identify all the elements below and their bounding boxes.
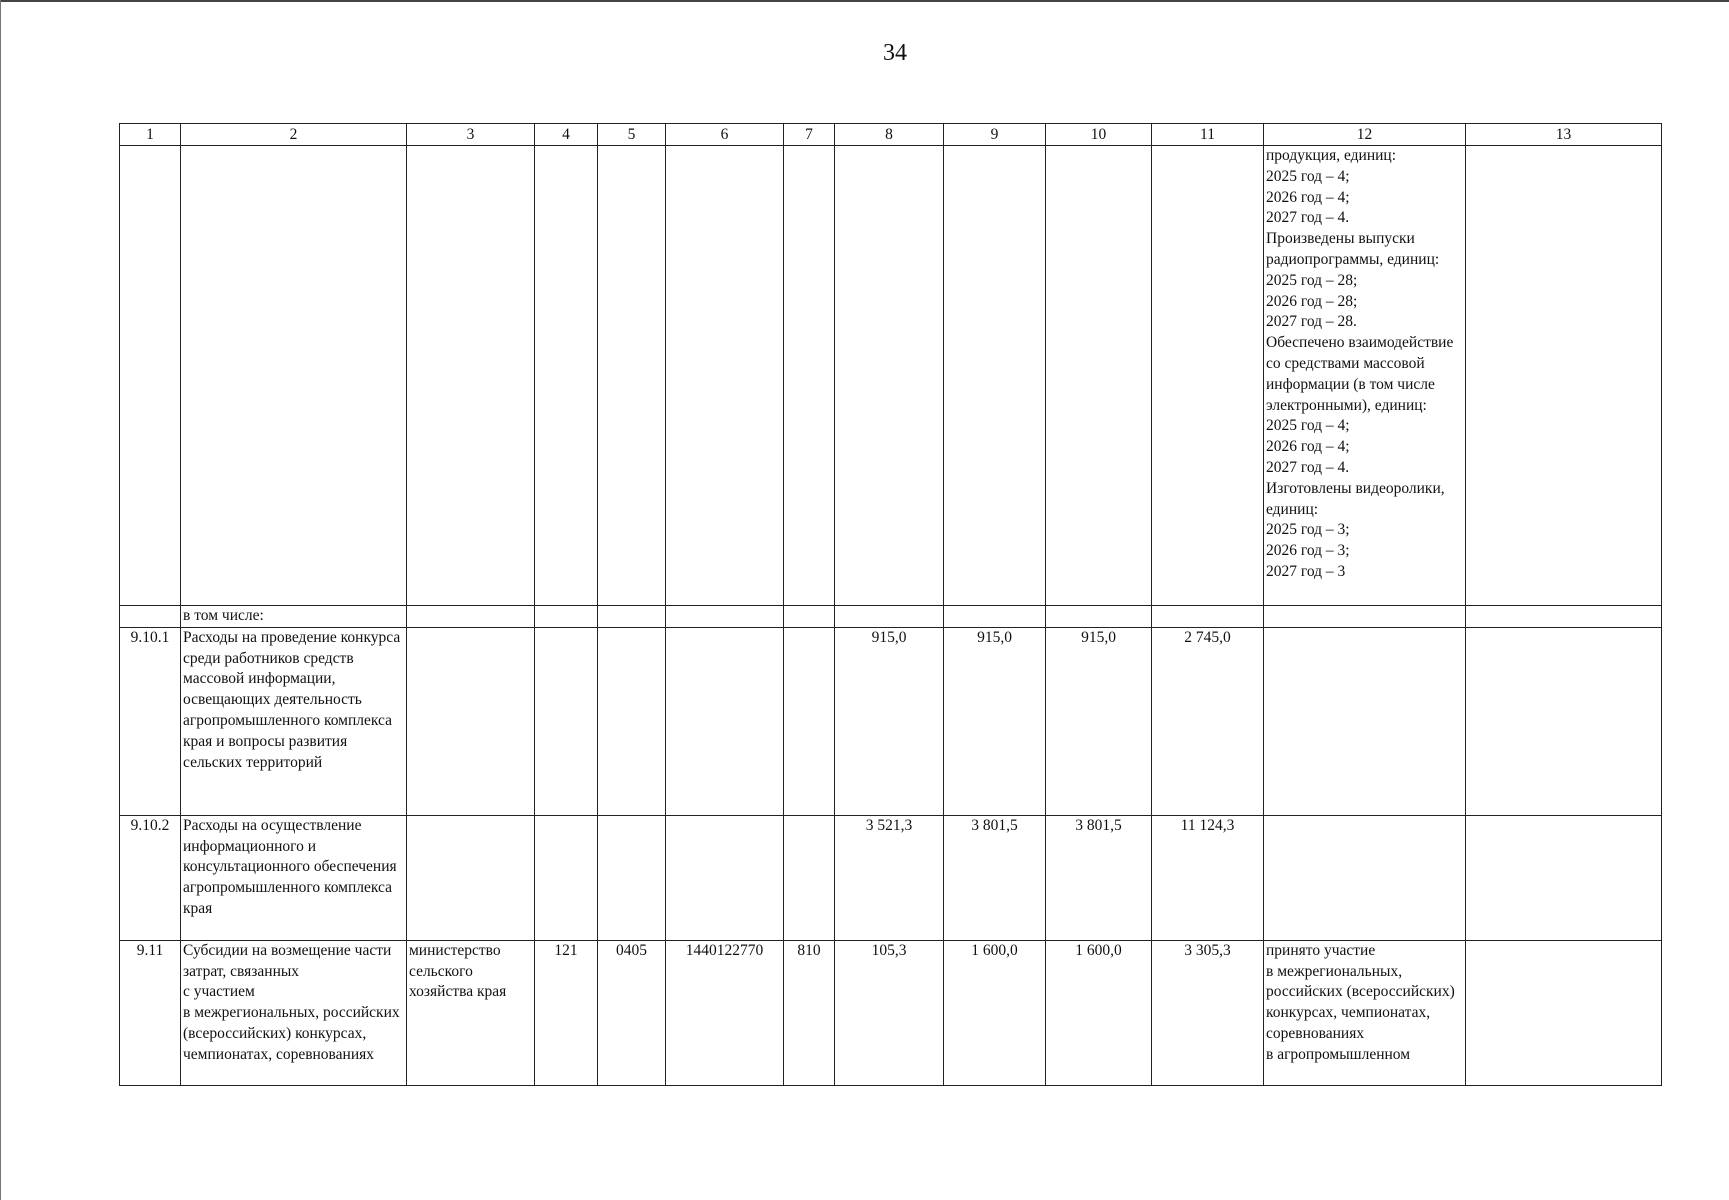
executor-cell: министерство сельского хозяйства края bbox=[407, 940, 535, 1085]
name-cell bbox=[181, 146, 407, 606]
code-cell bbox=[535, 146, 598, 606]
executor-cell bbox=[407, 146, 535, 606]
note-cell bbox=[1466, 940, 1662, 1085]
amount-cell: 915,0 bbox=[1046, 627, 1152, 815]
column-header: 10 bbox=[1046, 124, 1152, 146]
code-cell bbox=[598, 606, 666, 628]
table-row bbox=[120, 815, 1662, 940]
page-left-edge bbox=[0, 0, 1, 1200]
column-header: 5 bbox=[598, 124, 666, 146]
column-header: 9 bbox=[944, 124, 1046, 146]
result-cell: принято участие в межрегиональных, российских (всероссийских) конкурсах, чемпионатах, соревнованиях в агропромышленном bbox=[1264, 940, 1466, 1085]
result-cell bbox=[1264, 606, 1466, 628]
column-header: 1 bbox=[120, 124, 181, 146]
row-number-cell: 9.10.2 bbox=[120, 815, 181, 940]
executor-cell bbox=[407, 606, 535, 628]
amount-cell bbox=[1046, 146, 1152, 606]
table-row bbox=[120, 627, 1662, 815]
row-number-cell bbox=[120, 146, 181, 606]
amount-cell: 1 600,0 bbox=[944, 940, 1046, 1085]
amount-cell bbox=[944, 146, 1046, 606]
code-cell bbox=[535, 606, 598, 628]
column-header: 8 bbox=[835, 124, 944, 146]
code-cell bbox=[535, 627, 598, 815]
column-header: 11 bbox=[1152, 124, 1264, 146]
amount-cell: 1 600,0 bbox=[1046, 940, 1152, 1085]
budget-table bbox=[119, 123, 1662, 1086]
table-row bbox=[120, 940, 1662, 1085]
code-cell bbox=[598, 146, 666, 606]
amount-cell bbox=[835, 146, 944, 606]
code-cell bbox=[784, 606, 835, 628]
name-cell: Расходы на осуществление информационного и консультационного обеспечения агропромышленного комплекса края bbox=[181, 815, 407, 940]
column-header: 4 bbox=[535, 124, 598, 146]
name-cell: Субсидии на возмещение части затрат, связанных с участием в межрегиональных, российских (всероссийских) конкурсах, чемпионатах, соревнованиях bbox=[181, 940, 407, 1085]
code-cell bbox=[535, 815, 598, 940]
amount-cell: 915,0 bbox=[944, 627, 1046, 815]
code-cell bbox=[666, 627, 784, 815]
column-header: 3 bbox=[407, 124, 535, 146]
code-cell: 121 bbox=[535, 940, 598, 1085]
amount-cell: 3 801,5 bbox=[1046, 815, 1152, 940]
code-cell bbox=[666, 815, 784, 940]
note-cell bbox=[1466, 627, 1662, 815]
amount-cell bbox=[1152, 606, 1264, 628]
amount-cell bbox=[835, 606, 944, 628]
column-header: 7 bbox=[784, 124, 835, 146]
code-cell: 0405 bbox=[598, 940, 666, 1085]
column-header: 13 bbox=[1466, 124, 1662, 146]
result-cell bbox=[1264, 627, 1466, 815]
column-header: 12 bbox=[1264, 124, 1466, 146]
executor-cell bbox=[407, 815, 535, 940]
executor-cell bbox=[407, 627, 535, 815]
amount-cell bbox=[944, 606, 1046, 628]
code-cell bbox=[598, 627, 666, 815]
code-cell: 810 bbox=[784, 940, 835, 1085]
row-number-cell: 9.11 bbox=[120, 940, 181, 1085]
amount-cell: 2 745,0 bbox=[1152, 627, 1264, 815]
column-header: 2 bbox=[181, 124, 407, 146]
code-cell bbox=[666, 606, 784, 628]
amount-cell: 3 305,3 bbox=[1152, 940, 1264, 1085]
result-cell: продукция, единиц: 2025 год – 4; 2026 год – 4; 2027 год – 4. Произведены выпуски радиопрограммы, единиц: 2025 год – 28; 2026 год – 28; 2027 год – 28. Обеспечено взаимодействие со средствами массовой информации (в том числе электронными), единиц: 2025 год – 4; 2026 год – 4; 2027 год – 4. Изготовлены видеоролики, единиц: 2025 год – 3; 2026 год – 3; 2027 год – 3 bbox=[1264, 146, 1466, 606]
amount-cell: 11 124,3 bbox=[1152, 815, 1264, 940]
result-cell bbox=[1264, 815, 1466, 940]
table-row bbox=[120, 606, 1662, 628]
page-number: 34 bbox=[883, 40, 907, 66]
name-cell: в том числе: bbox=[181, 606, 407, 628]
note-cell bbox=[1466, 146, 1662, 606]
note-cell bbox=[1466, 606, 1662, 628]
name-cell: Расходы на проведение конкурса среди работников средств массовой информации, освещающих деятельность агропромышленного комплекса края и вопросы развития сельских территорий bbox=[181, 627, 407, 815]
amount-cell bbox=[1046, 606, 1152, 628]
row-number-cell: 9.10.1 bbox=[120, 627, 181, 815]
amount-cell: 105,3 bbox=[835, 940, 944, 1085]
note-cell bbox=[1466, 815, 1662, 940]
amount-cell bbox=[1152, 146, 1264, 606]
table-row bbox=[120, 146, 1662, 606]
page-top-edge bbox=[0, 0, 1729, 2]
row-number-cell bbox=[120, 606, 181, 628]
amount-cell: 3 521,3 bbox=[835, 815, 944, 940]
code-cell bbox=[784, 627, 835, 815]
code-cell bbox=[784, 815, 835, 940]
code-cell bbox=[666, 146, 784, 606]
column-header: 6 bbox=[666, 124, 784, 146]
code-cell: 1440122770 bbox=[666, 940, 784, 1085]
code-cell bbox=[784, 146, 835, 606]
amount-cell: 915,0 bbox=[835, 627, 944, 815]
amount-cell: 3 801,5 bbox=[944, 815, 1046, 940]
table-header-row bbox=[120, 124, 1662, 146]
code-cell bbox=[598, 815, 666, 940]
